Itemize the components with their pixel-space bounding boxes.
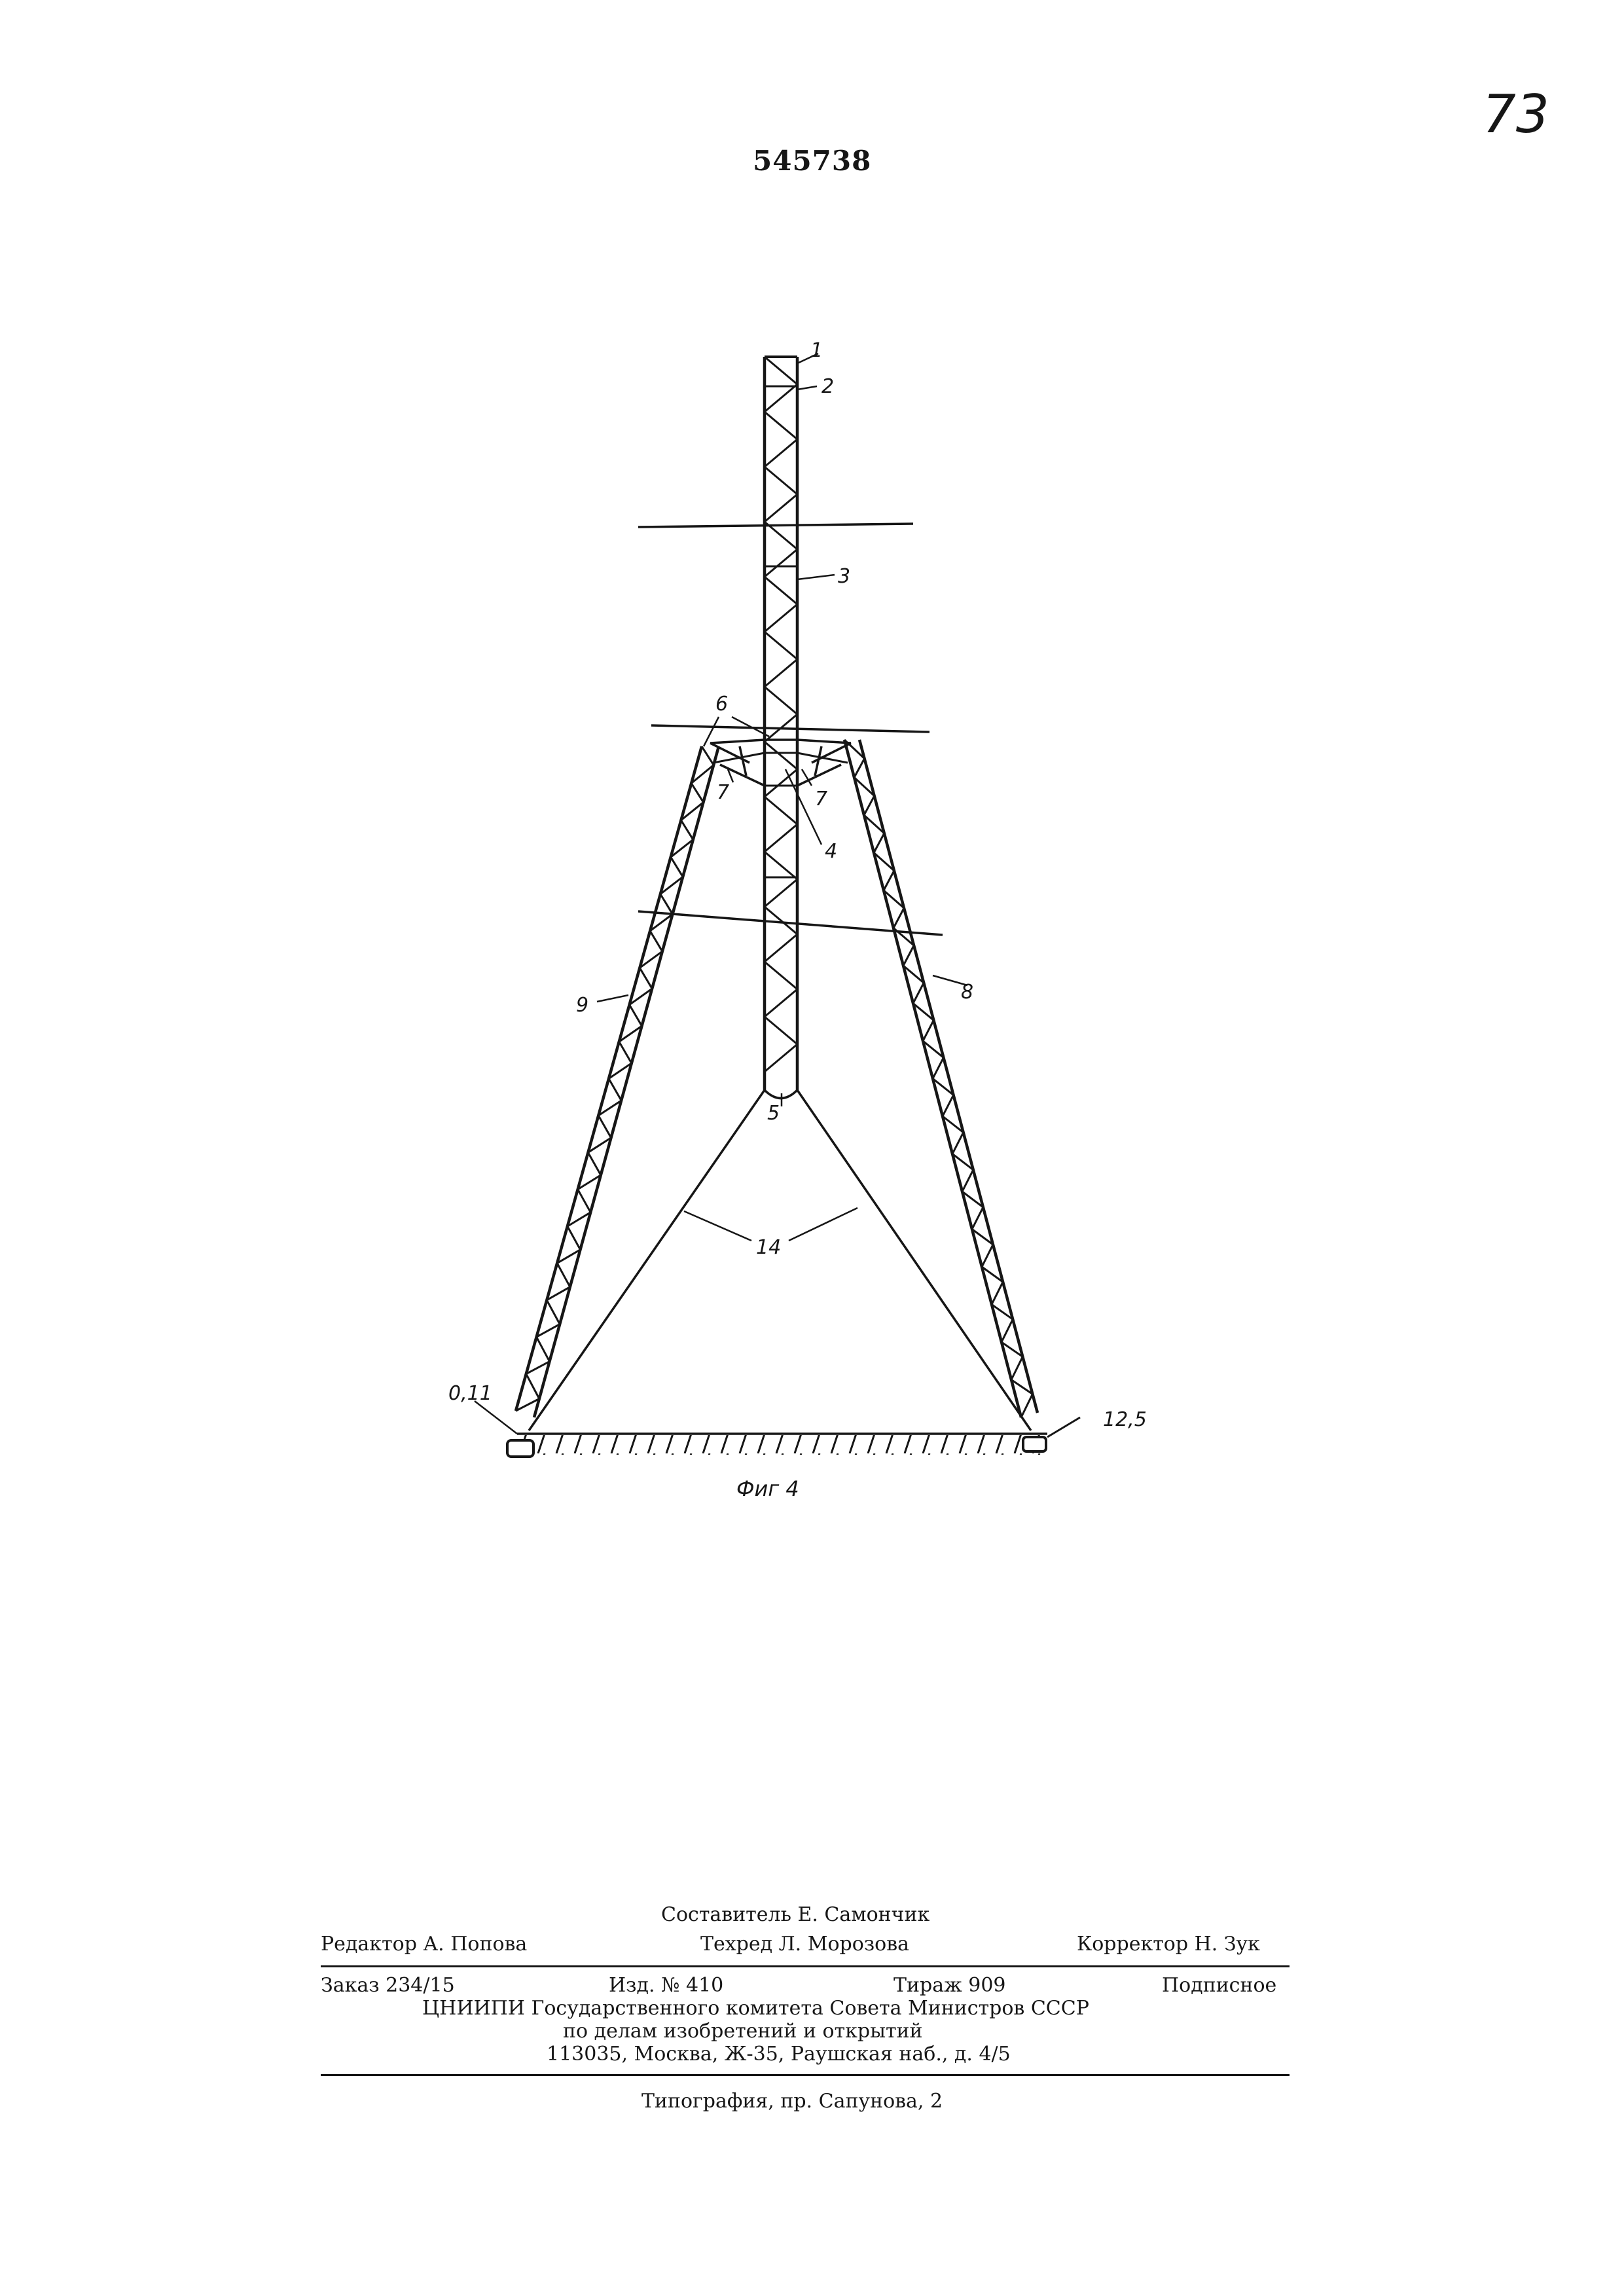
leg-brace xyxy=(923,1020,933,1041)
edition-number: Изд. № 410 xyxy=(609,1974,724,1997)
leg-brace xyxy=(557,1263,570,1286)
leg-brace xyxy=(537,1337,550,1361)
leg-brace xyxy=(952,1133,964,1154)
leg-brace xyxy=(943,1095,954,1116)
leg-brace xyxy=(1011,1357,1022,1379)
page-number: 73 xyxy=(1483,84,1549,145)
leg-brace xyxy=(962,1170,973,1192)
leg-brace xyxy=(671,857,683,877)
printer: Типография, пр. Сапунова, 2 xyxy=(641,2090,943,2113)
leg-brace xyxy=(660,894,673,915)
label-4: 4 xyxy=(825,840,838,863)
label-1: 1 xyxy=(810,339,823,362)
leg-brace xyxy=(598,1116,611,1138)
leg-brace xyxy=(893,908,904,928)
mast-brace xyxy=(765,494,797,522)
leg-brace xyxy=(1001,1319,1013,1342)
leg-brace xyxy=(864,796,875,815)
leg-brace xyxy=(874,833,884,853)
mast-brace xyxy=(765,412,797,439)
leg-brace xyxy=(619,1042,632,1063)
mast-brace xyxy=(765,934,797,962)
leg-brace xyxy=(526,1374,539,1399)
label-14: 14 xyxy=(756,1236,782,1259)
mast-brace xyxy=(765,384,797,412)
print-run: Тираж 909 xyxy=(893,1974,1006,1997)
mast-brace xyxy=(765,604,797,632)
mast-brace xyxy=(765,879,797,907)
divider-top xyxy=(321,1965,1290,1967)
label-7-right: 7 xyxy=(815,788,828,811)
subscription: Подписное xyxy=(1162,1974,1277,1997)
compiler: Составитель Е. Самончик xyxy=(661,1903,930,1926)
editor: Редактор А. Попова xyxy=(321,1933,528,1956)
leg-brace xyxy=(588,1152,600,1175)
leg-brace xyxy=(884,871,894,890)
mast-brace xyxy=(765,439,797,467)
leg-brace xyxy=(982,1245,993,1267)
mast-brace xyxy=(765,824,797,852)
leg-brace xyxy=(650,931,662,951)
corrector: Корректор Н. Зук xyxy=(1077,1933,1260,1956)
central-mast xyxy=(765,357,797,1090)
ground xyxy=(507,1417,1080,1457)
leg-brace xyxy=(681,820,693,840)
patent-number: 545738 xyxy=(753,145,872,177)
mast-brace xyxy=(765,989,797,1017)
divider-bottom xyxy=(321,2074,1290,2076)
leg-brace xyxy=(992,1282,1003,1304)
tech-editor: Техред Л. Морозова xyxy=(700,1933,909,1956)
leg-brace xyxy=(702,746,713,765)
leg-brace xyxy=(933,1057,943,1078)
label-3: 3 xyxy=(838,565,851,588)
organization-line-1: ЦНИИПИ Государственного комитета Совета Министров СССР xyxy=(422,1997,1089,2020)
label-12-5: 12,5 xyxy=(1103,1408,1147,1431)
label-10-11: 0,11 xyxy=(448,1382,492,1405)
leg-brace xyxy=(854,759,865,778)
address: 113035, Москва, Ж-35, Раушская наб., д. 4/5 xyxy=(547,2043,1011,2066)
leg-brace xyxy=(547,1300,560,1324)
figure-caption: Фиг 4 xyxy=(736,1476,799,1501)
label-7-left: 7 xyxy=(717,781,730,804)
leg-brace xyxy=(640,968,652,989)
leg-brace xyxy=(609,1079,621,1101)
leg-brace xyxy=(1021,1394,1032,1417)
mast-brace xyxy=(765,1044,797,1072)
mast-brace xyxy=(765,962,797,989)
mast-brace xyxy=(765,797,797,824)
leg-brace xyxy=(903,945,914,966)
label-6: 6 xyxy=(715,693,729,716)
order-number: Заказ 234/15 xyxy=(321,1974,455,1997)
leader-lines xyxy=(475,354,967,1434)
mast-brace xyxy=(765,852,797,879)
mast-brace xyxy=(765,549,797,577)
mast-brace xyxy=(765,1017,797,1044)
label-8: 8 xyxy=(961,981,974,1004)
leg-brace xyxy=(630,1005,642,1026)
right-leg xyxy=(844,740,1038,1417)
mast-brace xyxy=(765,687,797,714)
mast-brace xyxy=(765,632,797,659)
label-2: 2 xyxy=(821,375,835,398)
organization-line-2: по делам изобретений и открытий xyxy=(563,2020,923,2043)
mast-brace xyxy=(765,742,797,769)
leg-brace xyxy=(913,983,924,1003)
mast-brace xyxy=(765,467,797,494)
mast-brace xyxy=(765,659,797,687)
label-5: 5 xyxy=(767,1102,780,1125)
mast-brace xyxy=(765,357,797,384)
leg-brace xyxy=(691,783,703,802)
label-9: 9 xyxy=(576,994,589,1017)
mast-brace xyxy=(765,577,797,604)
left-leg xyxy=(516,746,719,1417)
leg-brace xyxy=(972,1207,983,1230)
leg-brace xyxy=(578,1190,591,1212)
leg-brace xyxy=(568,1226,581,1250)
